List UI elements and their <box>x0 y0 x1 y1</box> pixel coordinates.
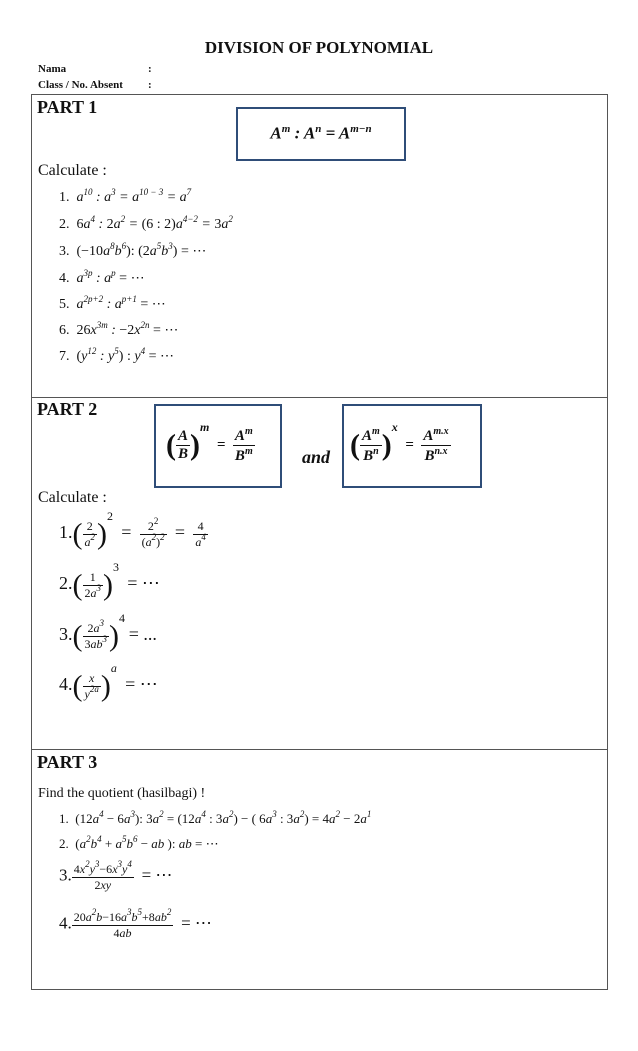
part3-instruction: Find the quotient (hasilbagi) ! <box>38 786 206 801</box>
part2-item-4: 4.( $\frac{x}{y^{2a}}$ )$^a$ = ⋯ <box>59 661 158 703</box>
page-title: DIVISION OF POLYNOMIAL <box>204 38 434 57</box>
part2-item-1: 1.( $\frac{2}{a^2}$ )$^2$ = $\frac{2^2}{(a^2)^2}$ = $\frac{4}{a^4}$ <box>59 509 206 551</box>
part2-formula-right-box <box>342 404 482 488</box>
part3-title: PART 3 <box>37 752 98 772</box>
part2-item-2: 2.( $\frac{1}{2a^3}$ )$^3$ = ⋯ <box>59 560 160 602</box>
name-label: Nama <box>38 63 67 75</box>
class-colon: : <box>148 79 152 91</box>
class-label: Class / No. Absent <box>38 79 123 91</box>
class-field <box>38 79 152 91</box>
part2-formula-left: ( $\frac{A}{B}$ )$^m$ = $\frac{A^m}{B^m}$ <box>166 420 253 465</box>
part1-calculate: Calculate : <box>38 162 107 179</box>
part1-item-1: 1. $a^{10}$ : $a^3 = a^{10 - 3} = a^7$ <box>59 187 192 205</box>
name-colon: : <box>148 63 152 75</box>
part1-formula-box <box>236 107 406 161</box>
part1-formula: $A^m$ : $A^n = A^{m-n}$ <box>270 123 372 143</box>
part3-item-2: 2. ($a^2b^4 + a^5b^6$ − ab ): ab = ⋯ <box>59 834 219 851</box>
part2-calculate: Calculate : <box>38 489 107 506</box>
part3-item-1: 1. $(12a^4 - 6a^3)$: $3a^2 = (12a^4$ : $3a^2$) − ( $6a^3$ : $3a^2) = 4a^2 - 2a^1$ <box>59 809 372 826</box>
part2-title: PART 2 <box>37 399 98 419</box>
part1-item-5: 5. $a^{2p+2}$ : $a^{p+1}$ = ⋯ <box>59 294 166 312</box>
part3-item-4: 4. $\frac{20a^2b-16a^3b^5+8ab^2}{4ab}$ = ⋯ <box>59 907 212 940</box>
part1-item-2: 2. $6a^4$ : $2a^2 = (6$ : $2)a^{4-2} = 3a^2$ <box>59 214 233 232</box>
part1-item-6: 6. $26x^{3m}$ : $-2x^{2n}$ = ⋯ <box>59 320 179 338</box>
part2-item-3: 3.( $\frac{2a^3}{3ab^3}$ )$^4$ = ... <box>59 611 157 653</box>
part1-item-3: 3. $(-10a^8b^6)$: $(2a^5b^3)$ = ⋯ <box>59 241 207 259</box>
part3-item-3: 3. $\frac{4x^2y^3-6x^3y^4}{2xy}$ = ⋯ <box>59 859 173 892</box>
part1-title: PART 1 <box>37 97 98 117</box>
part1-item-7: 7. ($y^{12}$ : $y^5$) : $y^4$ = ⋯ <box>59 346 174 364</box>
part2-and: and <box>302 447 331 467</box>
part2-formula-left-box <box>154 404 282 488</box>
name-field <box>38 63 152 75</box>
part2-formula-right: ( $\frac{A^m}{B^n}$ )$^x$ = $\frac{A^{m.x}}{B^{n.x}}$ <box>350 420 449 465</box>
part1-item-4: 4. $a^{3p}$ : $a^p$ = ⋯ <box>59 268 145 286</box>
